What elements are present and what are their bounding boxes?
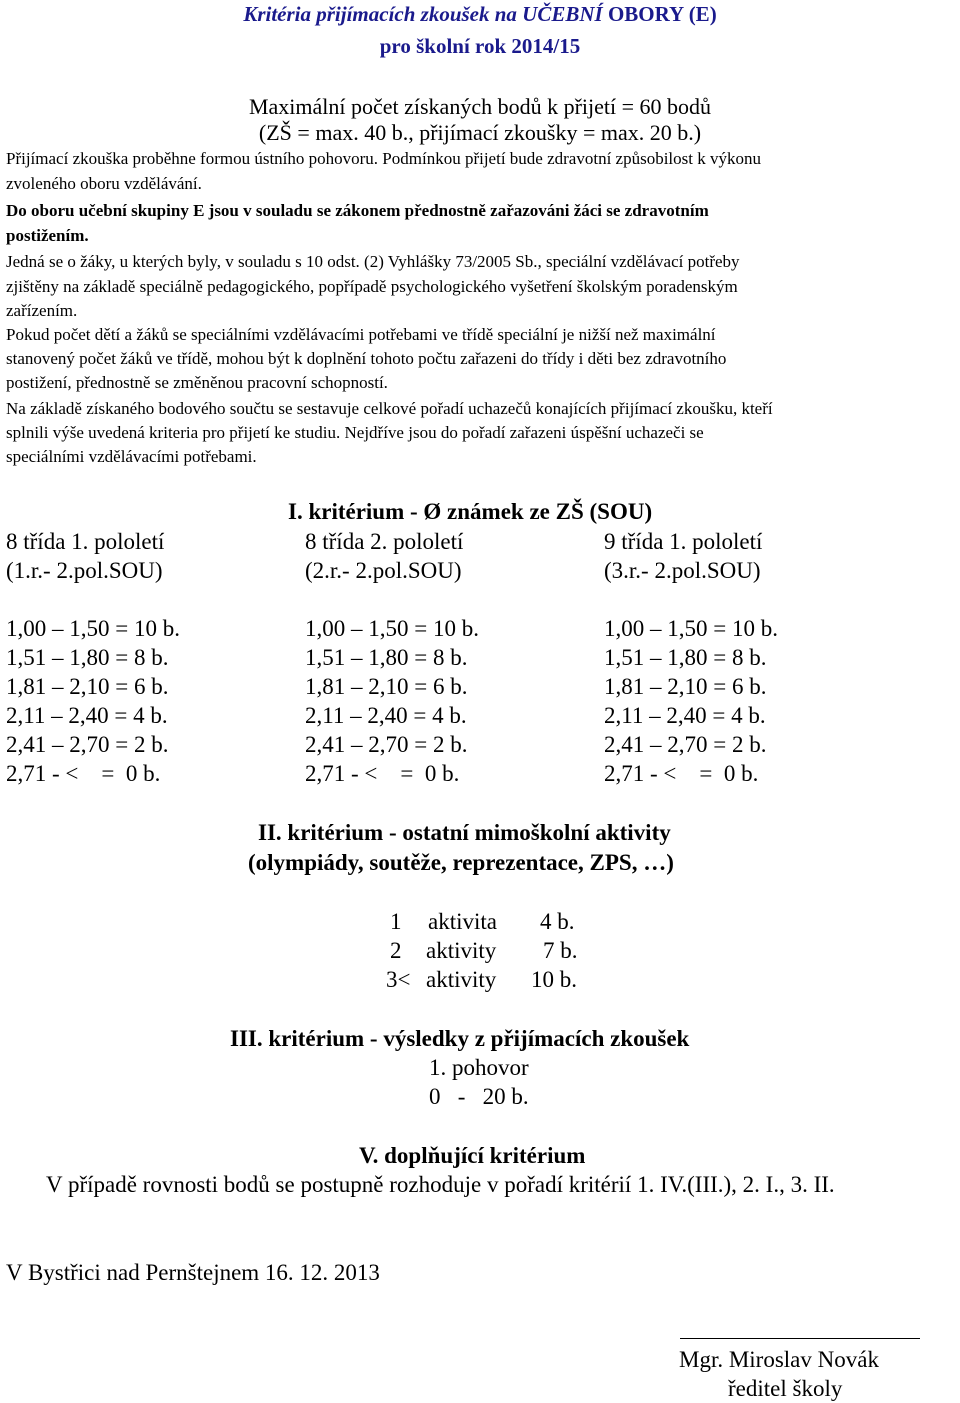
column-2-header-2: (2.r.- 2.pol.SOU) bbox=[305, 558, 462, 583]
activity-label: aktivity bbox=[426, 967, 497, 992]
grade-row: 1,00 – 1,50 = 10 b. bbox=[604, 616, 778, 641]
paragraph-2-line-2: postižením. bbox=[6, 226, 89, 245]
activity-label: aktivita bbox=[428, 909, 497, 934]
document-title bbox=[0, 2, 960, 27]
activity-points: 7 b. bbox=[543, 938, 578, 963]
signature-name: Mgr. Miroslav Novák bbox=[679, 1347, 879, 1372]
paragraph-1-line-2: zvoleného oboru vzdělávání. bbox=[6, 174, 202, 193]
title-plain: OBORY (E) bbox=[607, 2, 717, 26]
grade-row: 2,41 – 2,70 = 2 b. bbox=[6, 732, 169, 757]
paragraph-1-line-1: Přijímací zkouška proběhne formou ústního pohovoru. Podmínkou přijetí bude zdravotní způsobilost k výkonu bbox=[6, 149, 761, 168]
criterion-2-heading: II. kritérium - ostatní mimoškolní aktivity bbox=[258, 820, 671, 845]
column-2-header-1: 8 třída 2. pololetí bbox=[305, 529, 464, 554]
criterion-3-heading: III. kritérium - výsledky z přijímacích zkoušek bbox=[230, 1026, 690, 1051]
grade-row: 2,11 – 2,40 = 4 b. bbox=[604, 703, 766, 728]
grade-row: 1,81 – 2,10 = 6 b. bbox=[6, 674, 169, 699]
paragraph-4-line-1: Pokud počet dětí a žáků se speciálními vzdělávacími potřebami ve třídě speciální je nižší než maximální bbox=[6, 325, 716, 344]
column-3-header-1: 9 třída 1. pololetí bbox=[604, 529, 763, 554]
grade-row: 2,71 - < = 0 b. bbox=[6, 761, 161, 786]
place-and-date: V Bystřici nad Pernštejnem 16. 12. 2013 bbox=[6, 1260, 380, 1285]
grade-row: 1,81 – 2,10 = 6 b. bbox=[604, 674, 767, 699]
activity-count: 2 bbox=[390, 938, 402, 963]
paragraph-3-line-1: Jedná se o žáky, u kterých byly, v souladu s 10 odst. (2) Vyhlášky 73/2005 Sb., speciální vzdělávací potřeby bbox=[6, 252, 740, 271]
column-1-header-1: 8 třída 1. pololetí bbox=[6, 529, 165, 554]
criterion-3-item: 1. pohovor bbox=[429, 1055, 529, 1080]
criterion-5-heading: V. doplňující kritérium bbox=[359, 1143, 586, 1168]
grade-row: 2,11 – 2,40 = 4 b. bbox=[6, 703, 168, 728]
max-points-line2: (ZŠ = max. 40 b., přijímací zkoušky = max. 20 b.) bbox=[258, 120, 702, 145]
column-1-header-2: (1.r.- 2.pol.SOU) bbox=[6, 558, 163, 583]
activity-count: 1 bbox=[390, 909, 402, 934]
paragraph-4-line-3: postižení, přednostně se změněnou pracovní schopností. bbox=[6, 373, 388, 392]
signature-role: ředitel školy bbox=[728, 1376, 843, 1401]
paragraph-5-line-1: Na základě získaného bodového součtu se sestavuje celkové pořadí uchazečů konajících přijímací zkoušku, kteří bbox=[6, 399, 773, 418]
criterion-3-points: 0 - 20 b. bbox=[429, 1084, 529, 1109]
activity-count: 3< bbox=[386, 967, 411, 992]
criterion-5-text: V případě rovnosti bodů se postupně rozhoduje v pořadí kritérií 1. IV.(III.), 2. I., 3. II. bbox=[46, 1172, 835, 1197]
paragraph-4-line-2: stanovený počet žáků ve třídě, mohou být k doplnění tohoto počtu zařazeni do třídy i děti bez zdravotního bbox=[6, 349, 727, 368]
grade-row: 1,00 – 1,50 = 10 b. bbox=[305, 616, 479, 641]
criterion-1-heading: I. kritérium - Ø známek ze ZŠ (SOU) bbox=[288, 499, 653, 524]
grade-row: 2,71 - < = 0 b. bbox=[604, 761, 759, 786]
activity-points: 10 b. bbox=[531, 967, 577, 992]
grade-row: 1,51 – 1,80 = 8 b. bbox=[305, 645, 468, 670]
signature-line bbox=[680, 1338, 920, 1339]
school-year: pro školní rok 2014/15 bbox=[379, 34, 581, 58]
activity-label: aktivity bbox=[426, 938, 497, 963]
max-points-line1: Maximální počet získaných bodů k přijetí = 60 bodů bbox=[248, 94, 712, 119]
grade-row: 2,11 – 2,40 = 4 b. bbox=[305, 703, 467, 728]
paragraph-3-line-2: zjištěny na základě speciálně pedagogického, popřípadě psychologického vyšetření školským poradenským bbox=[6, 277, 738, 296]
grade-row: 2,41 – 2,70 = 2 b. bbox=[604, 732, 767, 757]
title-italic: Kritéria přijímacích zkoušek na UČEBNÍ bbox=[243, 2, 603, 26]
grade-row: 1,81 – 2,10 = 6 b. bbox=[305, 674, 468, 699]
activity-points: 4 b. bbox=[540, 909, 575, 934]
criterion-2-subheading: (olympiády, soutěže, reprezentace, ZPS, …) bbox=[248, 850, 674, 875]
paragraph-5-line-2: splnili výše uvedená kriteria pro přijetí ke studiu. Nejdříve jsou do pořadí zařazeni úspěšní uchazeči se bbox=[6, 423, 704, 442]
paragraph-2-line-1: Do oboru učební skupiny E jsou v souladu se zákonem přednostně zařazováni žáci se zdravotním bbox=[6, 201, 709, 220]
grade-row: 1,51 – 1,80 = 8 b. bbox=[604, 645, 767, 670]
column-3-header-2: (3.r.- 2.pol.SOU) bbox=[604, 558, 761, 583]
grade-row: 2,71 - < = 0 b. bbox=[305, 761, 460, 786]
grade-row: 1,51 – 1,80 = 8 b. bbox=[6, 645, 169, 670]
grade-row: 2,41 – 2,70 = 2 b. bbox=[305, 732, 468, 757]
grade-row: 1,00 – 1,50 = 10 b. bbox=[6, 616, 180, 641]
paragraph-5-line-3: speciálními vzdělávacími potřebami. bbox=[6, 447, 257, 466]
paragraph-3-line-3: zařízením. bbox=[6, 301, 78, 320]
